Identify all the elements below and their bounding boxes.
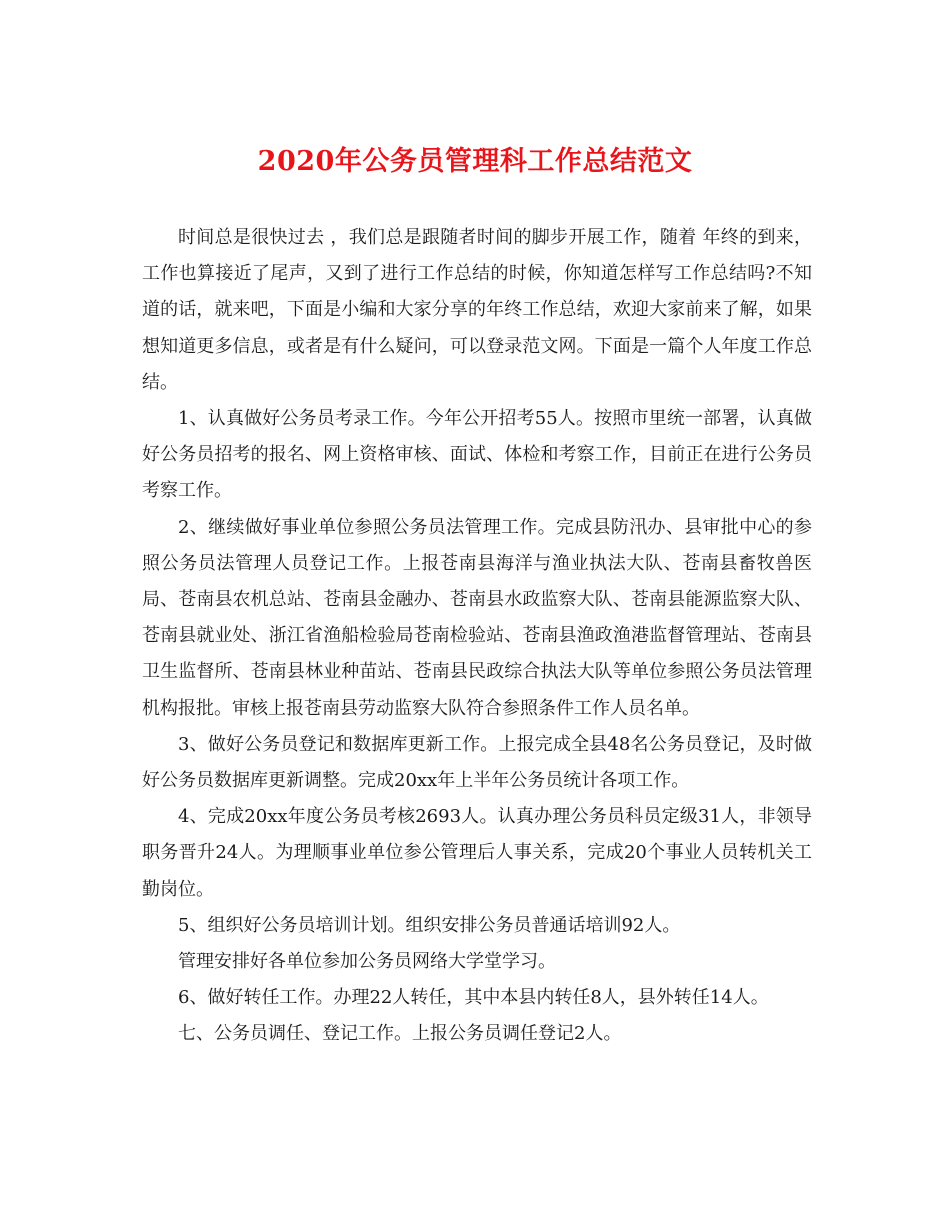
paragraph-item-2: 2、继续做好事业单位参照公务员法管理工作。完成县防汛办、县审批中心的参照公务员法管理人员登记工作。上报苍南县海洋与渔业执法大队、苍南县畜牧兽医局、苍南县农机总站、苍南县金融办、苍南县水政监察大队、苍南县能源监察大队、苍南县就业处、浙江省渔船检验局苍南检验站、苍南县渔政渔港监督管理站、苍南县卫生监督所、苍南县林业种苗站、苍南县民政综合执法大队等单位参照公务员法管理机构报批。审核上报苍南县劳动监察大队符合参照条件工作人员名单。 (142, 516, 812, 719)
paragraph-intro: 时间总是很快过去 ，我们总是跟随者时间的脚步开展工作，随着 年终的到来，工作也算接近了尾声，又到了进行工作总结的时候，你知道怎样写工作总结吗?不知道的话，就来吧，下面是小编和大家分享的年终工作总结，欢迎大家前来了解，如果想知道更多信息，或者是有什么疑问，可以登录范文网。下面是一篇个人年度工作总结。 (142, 227, 812, 393)
document-body (142, 220, 812, 1053)
paragraph-item-7: 七、公务员调任、登记工作。上报公务员调任登记2人。 (178, 1023, 622, 1045)
paragraph-item-6: 6、做好转任工作。办理22人转任，其中本县内转任8人，县外转任14人。 (178, 987, 769, 1009)
paragraph-item-1: 1、认真做好公务员考录工作。今年公开招考55人。按照市里统一部署，认真做好公务员招考的报名、网上资格审核、面试、体检和考察工作，目前正在进行公务员考察工作。 (142, 408, 812, 502)
paragraph-item-5-continued: 管理安排好各单位参加公务员网络大学堂学习。 (178, 951, 556, 973)
paragraph-item-3: 3、做好公务员登记和数据库更新工作。上报完成全县48名公务员登记，及时做好公务员数据库更新调整。完成20xx年上半年公务员统计各项工作。 (142, 733, 812, 792)
paragraph-item-4: 4、完成20xx年度公务员考核2693人。认真办理公务员科员定级31人，非领导职务晋升24人。为理顺事业单位参公管理后人事关系，完成20个事业人员转机关工勤岗位。 (142, 806, 812, 900)
paragraph-item-5: 5、组织好公务员培训计划。组织安排公务员普通话培训92人。 (178, 914, 681, 936)
document-title: 2020年公务员管理科工作总结范文 (257, 146, 693, 177)
